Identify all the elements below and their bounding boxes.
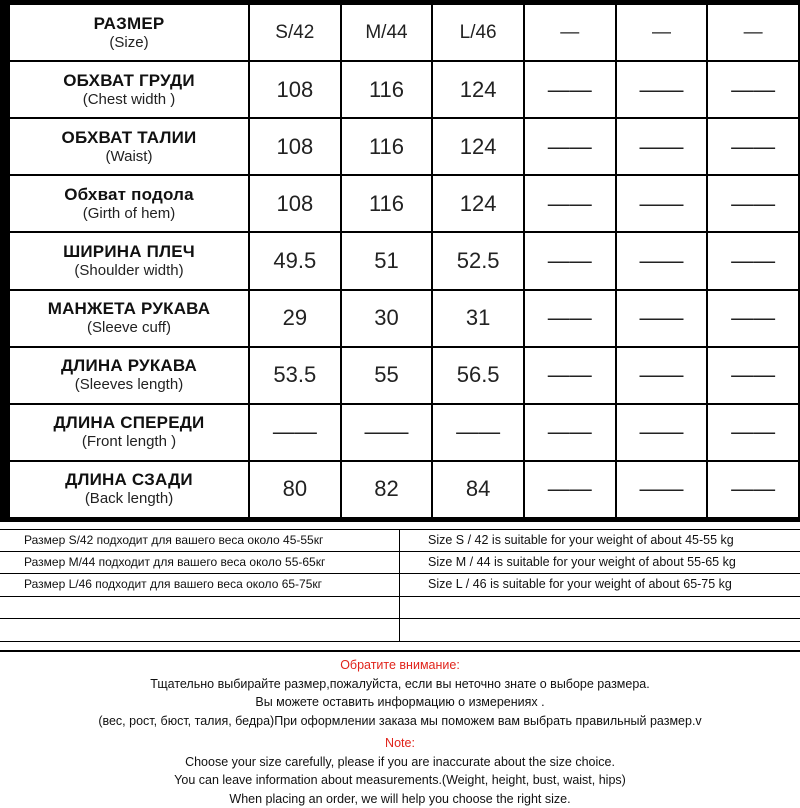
measurement-value: 31: [433, 291, 523, 346]
weight-guide-ru: [0, 597, 400, 619]
measurement-label-ru: ДЛИНА РУКАВА: [10, 356, 248, 376]
measurement-value: 124: [433, 62, 523, 117]
note-line-ru: Вы можете оставить информацию о измерениях .: [0, 693, 800, 712]
measurement-label-en: (Sleeve cuff): [10, 319, 248, 337]
note-line-en: Choose your size carefully, please if you are inaccurate about the size choice.: [0, 753, 800, 772]
measurement-value: 82: [342, 462, 432, 517]
weight-guide-ru: [0, 619, 400, 641]
measurement-value: ——: [525, 462, 615, 517]
measurement-value: ——: [617, 119, 707, 174]
weight-guide-row: [0, 597, 800, 620]
measurement-label: [10, 119, 248, 174]
measurement-value: 108: [250, 119, 340, 174]
weight-guide-ru: Размер M/44 подходит для вашего веса около 55-65кг: [0, 552, 400, 574]
measurement-value: 116: [342, 176, 432, 231]
weight-guide-en: Size L / 46 is suitable for your weight of about 65-75 kg: [400, 574, 800, 596]
weight-guide-en: Size S / 42 is suitable for your weight of about 45-55 kg: [400, 530, 800, 551]
size-header-cell: —: [525, 5, 615, 60]
measurement-label-ru: Обхват подола: [10, 185, 248, 205]
measurement-value: ——: [342, 405, 432, 460]
size-header-cell: —: [617, 5, 707, 60]
weight-guide-row: [0, 619, 800, 642]
measurement-row-waist: [10, 119, 798, 174]
weight-guide-row: [0, 574, 800, 597]
size-header-cell: L/46: [433, 5, 523, 60]
measurement-value: ——: [708, 348, 798, 403]
note-line-en: You can leave information about measurements.(Weight, height, bust, waist, hips): [0, 771, 800, 790]
measurement-row-hem: [10, 176, 798, 231]
measurement-row-sleeve-length: [10, 348, 798, 403]
weight-guide-row: [0, 529, 800, 552]
measurement-value: ——: [525, 291, 615, 346]
measurement-value: 116: [342, 62, 432, 117]
measurement-value: 49.5: [250, 233, 340, 288]
measurement-value: 51: [342, 233, 432, 288]
measurement-value: 29: [250, 291, 340, 346]
measurement-label-ru: ОБХВАТ ГРУДИ: [10, 71, 248, 91]
measurement-label-ru: МАНЖЕТА РУКАВА: [10, 299, 248, 319]
size-header-cell: —: [708, 5, 798, 60]
measurement-value: ——: [525, 62, 615, 117]
measurement-value: 108: [250, 176, 340, 231]
measurement-label: [10, 405, 248, 460]
measurement-row-chest: [10, 62, 798, 117]
measurement-value: ——: [617, 176, 707, 231]
measurement-value: 124: [433, 176, 523, 231]
measurement-value: ——: [708, 176, 798, 231]
measurement-value: 84: [433, 462, 523, 517]
measurement-value: ——: [708, 405, 798, 460]
measurement-row-shoulder: [10, 233, 798, 288]
measurement-value: ——: [525, 176, 615, 231]
note-title-ru: Обратите внимание:: [0, 656, 800, 675]
measurement-value: ——: [525, 405, 615, 460]
size-header-cell: M/44: [342, 5, 432, 60]
note-title-en: Note:: [0, 734, 800, 753]
measurement-value: 30: [342, 291, 432, 346]
measurement-label-ru: ШИРИНА ПЛЕЧ: [10, 242, 248, 262]
measurement-value: ——: [708, 119, 798, 174]
measurement-label-en: (Waist): [10, 148, 248, 166]
measurement-value: ——: [525, 233, 615, 288]
measurement-label-ru: ОБХВАТ ТАЛИИ: [10, 128, 248, 148]
note-line-ru: (вес, рост, бюст, талия, бедра)При оформлении заказа мы поможем вам выбрать правильный размер.v: [0, 712, 800, 731]
note-line-en: When placing an order, we will help you choose the right size.: [0, 790, 800, 808]
size-header-cell: S/42: [250, 5, 340, 60]
measurement-value: 116: [342, 119, 432, 174]
measurement-row-cuff: [10, 291, 798, 346]
measurement-value: ——: [433, 405, 523, 460]
size-notes: [0, 650, 800, 808]
measurement-value: ——: [708, 291, 798, 346]
measurement-value: 124: [433, 119, 523, 174]
measurement-value: ——: [525, 119, 615, 174]
measurement-label-en: (Sleeves length): [10, 376, 248, 394]
measurement-value: 56.5: [433, 348, 523, 403]
measurement-value: ——: [708, 462, 798, 517]
measurement-label-en: (Back length): [10, 490, 248, 508]
measurement-label-ru: ДЛИНА СПЕРЕДИ: [10, 413, 248, 433]
measurement-value: 52.5: [433, 233, 523, 288]
measurement-value: ——: [617, 233, 707, 288]
measurement-value: 53.5: [250, 348, 340, 403]
measurement-label-en: (Front length ): [10, 433, 248, 451]
measurement-label: [10, 233, 248, 288]
measurement-label: [10, 176, 248, 231]
weight-guide-table: [0, 529, 800, 642]
measurement-label: [10, 291, 248, 346]
weight-guide-ru: Размер L/46 подходит для вашего веса около 65-75кг: [0, 574, 400, 596]
measurement-label-ru: ДЛИНА СЗАДИ: [10, 470, 248, 490]
size-label-ru: РАЗМЕР: [10, 14, 248, 34]
weight-guide-en: Size M / 44 is suitable for your weight of about 55-65 kg: [400, 552, 800, 574]
measurement-value: 108: [250, 62, 340, 117]
size-header-row: [10, 5, 798, 60]
measurement-value: ——: [617, 462, 707, 517]
measurement-value: ——: [617, 62, 707, 117]
measurement-value: ——: [617, 405, 707, 460]
measurement-value: 55: [342, 348, 432, 403]
measurement-value: ——: [617, 291, 707, 346]
weight-guide-row: [0, 552, 800, 575]
measurement-row-back-length: [10, 462, 798, 517]
measurement-value: ——: [708, 62, 798, 117]
measurement-value: ——: [250, 405, 340, 460]
measurement-label: [10, 462, 248, 517]
measurement-label-en: (Girth of hem): [10, 205, 248, 223]
measurement-value: ——: [525, 348, 615, 403]
note-line-ru: Тщательно выбирайте размер,пожалуйста, если вы неточно знате о выборе размера.: [0, 675, 800, 694]
measurement-label-en: (Shoulder width): [10, 262, 248, 280]
measurement-value: 80: [250, 462, 340, 517]
weight-guide-ru: Размер S/42 подходит для вашего веса около 45-55кг: [0, 530, 400, 551]
measurement-row-front-length: [10, 405, 798, 460]
weight-guide-en: [400, 597, 800, 619]
measurement-label-en: (Chest width ): [10, 91, 248, 109]
size-label-cell: [10, 5, 248, 60]
size-label-en: (Size): [10, 34, 248, 52]
measurement-label: [10, 348, 248, 403]
measurement-value: ——: [617, 348, 707, 403]
weight-guide-en: [400, 619, 800, 641]
measurement-value: ——: [708, 233, 798, 288]
measurement-label: [10, 62, 248, 117]
